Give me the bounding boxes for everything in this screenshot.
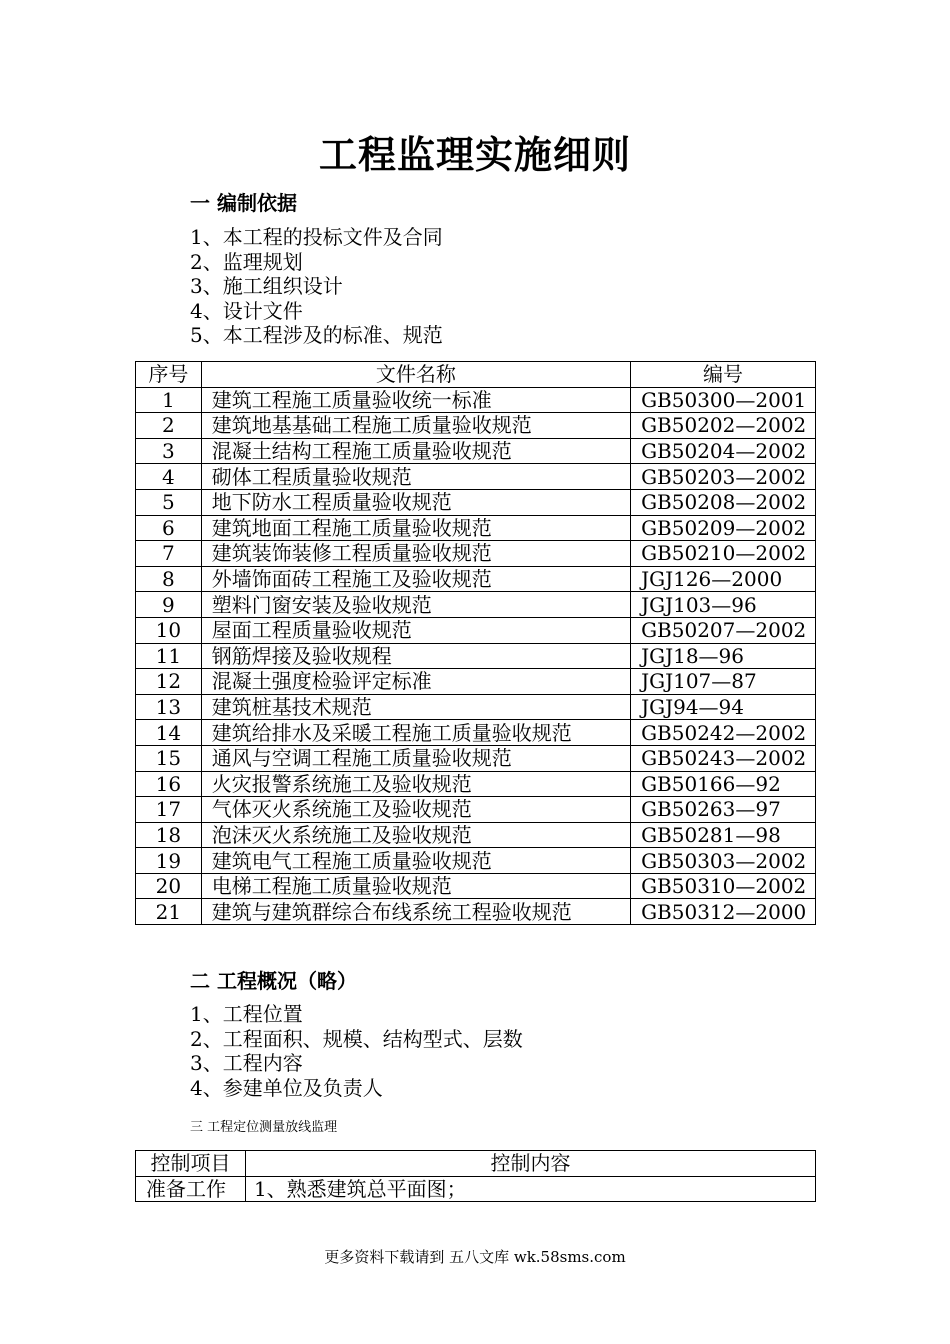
overview-list	[190, 1002, 523, 1100]
code-cell: GB50263—97	[631, 797, 816, 823]
control-content-cell: 1、熟悉建筑总平面图；	[245, 1176, 815, 1202]
document-name-cell: 泡沫灭火系统施工及验收规范	[201, 822, 630, 848]
code-cell: GB50207—2002	[631, 617, 816, 643]
row-index-cell: 17	[136, 797, 202, 823]
document-name-cell: 混凝土结构工程施工质量验收规范	[201, 438, 630, 464]
table-row	[136, 617, 816, 643]
table-row	[136, 643, 816, 669]
document-name-cell: 建筑与建筑群综合布线系统工程验收规范	[201, 899, 630, 925]
table-header-row	[136, 1151, 816, 1177]
table-row	[136, 413, 816, 439]
row-index-cell: 13	[136, 694, 202, 720]
document-name-cell: 建筑地基基础工程施工质量验收规范	[201, 413, 630, 439]
code-cell: GB50202—2002	[631, 413, 816, 439]
table-row	[136, 464, 816, 490]
header-control-item: 控制项目	[136, 1151, 246, 1177]
table-row	[136, 694, 816, 720]
document-name-cell: 建筑电气工程施工质量验收规范	[201, 848, 630, 874]
list-item: 2、工程面积、规模、结构型式、层数	[190, 1026, 523, 1051]
row-index-cell: 10	[136, 617, 202, 643]
code-cell: JGJ107—87	[631, 669, 816, 695]
code-cell: GB50203—2002	[631, 464, 816, 490]
row-index-cell: 6	[136, 515, 202, 541]
row-index-cell: 19	[136, 848, 202, 874]
table-row	[136, 873, 816, 899]
document-name-cell: 建筑地面工程施工质量验收规范	[201, 515, 630, 541]
table-row	[136, 438, 816, 464]
row-index-cell: 21	[136, 899, 202, 925]
table-row	[136, 669, 816, 695]
document-name-cell: 建筑给排水及采暖工程施工质量验收规范	[201, 720, 630, 746]
code-cell: GB50210—2002	[631, 541, 816, 567]
table-row	[136, 566, 816, 592]
standards-table	[135, 361, 816, 925]
section-heading-basis: 一 编制依据	[190, 191, 297, 215]
code-cell: GB50281—98	[631, 822, 816, 848]
table-row	[136, 848, 816, 874]
table-row	[136, 1176, 816, 1202]
code-cell: GB50166—92	[631, 771, 816, 797]
row-index-cell: 16	[136, 771, 202, 797]
table-row	[136, 515, 816, 541]
table-row	[136, 489, 816, 515]
list-item: 4、设计文件	[190, 298, 303, 323]
row-index-cell: 18	[136, 822, 202, 848]
list-item: 1、本工程的投标文件及合同	[190, 225, 443, 249]
row-index-cell: 1	[136, 387, 202, 413]
document-name-cell: 塑料门窗安装及验收规范	[201, 592, 630, 618]
document-name-cell: 钢筋焊接及验收规程	[201, 643, 630, 669]
document-name-cell: 屋面工程质量验收规范	[201, 617, 630, 643]
list-item: 3、施工组织设计	[190, 274, 343, 298]
footer-note: 更多资料下载请到 五八文库 wk.58sms.com	[324, 1248, 626, 1266]
list-item: 4、参建单位及负责人	[190, 1075, 383, 1100]
code-cell: GB50243—2002	[631, 745, 816, 771]
document-name-cell: 外墙饰面砖工程施工及验收规范	[201, 566, 630, 592]
table-row	[136, 387, 816, 413]
table-row	[136, 592, 816, 618]
control-table	[135, 1150, 816, 1202]
document-name-cell: 火灾报警系统施工及验收规范	[201, 771, 630, 797]
row-index-cell: 5	[136, 489, 202, 515]
document-name-cell: 通风与空调工程施工质量验收规范	[201, 745, 630, 771]
list-item: 3、工程内容	[190, 1051, 303, 1075]
code-cell: GB50204—2002	[631, 438, 816, 464]
row-index-cell: 20	[136, 873, 202, 899]
row-index-cell: 9	[136, 592, 202, 618]
code-cell: GB50310—2002	[631, 873, 816, 899]
section-heading-overview: 二 工程概况（略）	[190, 969, 357, 993]
row-index-cell: 2	[136, 413, 202, 439]
list-item: 5、本工程涉及的标准、规范	[190, 323, 443, 347]
header-code: 编号	[631, 362, 816, 388]
code-cell: JGJ18—96	[631, 643, 816, 669]
document-name-cell: 建筑工程施工质量验收统一标准	[201, 387, 630, 413]
table-row	[136, 771, 816, 797]
code-cell: GB50209—2002	[631, 515, 816, 541]
table-row	[136, 822, 816, 848]
document-name-cell: 地下防水工程质量验收规范	[201, 489, 630, 515]
row-index-cell: 12	[136, 669, 202, 695]
row-index-cell: 7	[136, 541, 202, 567]
document-name-cell: 电梯工程施工质量验收规范	[201, 873, 630, 899]
control-item-cell: 准备工作	[136, 1176, 246, 1202]
section-heading-survey: 三 工程定位测量放线监理	[190, 1120, 338, 1135]
code-cell: JGJ103—96	[631, 592, 816, 618]
row-index-cell: 14	[136, 720, 202, 746]
list-item: 2、监理规划	[190, 249, 303, 274]
table-row	[136, 797, 816, 823]
row-index-cell: 3	[136, 438, 202, 464]
header-index: 序号	[136, 362, 202, 388]
document-name-cell: 气体灭火系统施工及验收规范	[201, 797, 630, 823]
header-document-name: 文件名称	[201, 362, 630, 388]
code-cell: GB50300—2001	[631, 387, 816, 413]
header-control-content: 控制内容	[245, 1151, 815, 1177]
table-row	[136, 899, 816, 925]
table-header-row	[136, 362, 816, 388]
code-cell: GB50303—2002	[631, 848, 816, 874]
table-row	[136, 541, 816, 567]
row-index-cell: 15	[136, 745, 202, 771]
row-index-cell: 11	[136, 643, 202, 669]
code-cell: GB50312—2000	[631, 899, 816, 925]
document-name-cell: 建筑桩基技术规范	[201, 694, 630, 720]
table-row	[136, 745, 816, 771]
page-title: 工程监理实施细则	[318, 133, 631, 177]
code-cell: GB50208—2002	[631, 489, 816, 515]
row-index-cell: 4	[136, 464, 202, 490]
code-cell: JGJ126—2000	[631, 566, 816, 592]
table-row	[136, 720, 816, 746]
list-item: 1、工程位置	[190, 1002, 303, 1026]
code-cell: GB50242—2002	[631, 720, 816, 746]
basis-list	[190, 225, 443, 348]
document-name-cell: 建筑装饰装修工程质量验收规范	[201, 541, 630, 567]
document-name-cell: 混凝土强度检验评定标准	[201, 669, 630, 695]
row-index-cell: 8	[136, 566, 202, 592]
document-name-cell: 砌体工程质量验收规范	[201, 464, 630, 490]
code-cell: JGJ94—94	[631, 694, 816, 720]
